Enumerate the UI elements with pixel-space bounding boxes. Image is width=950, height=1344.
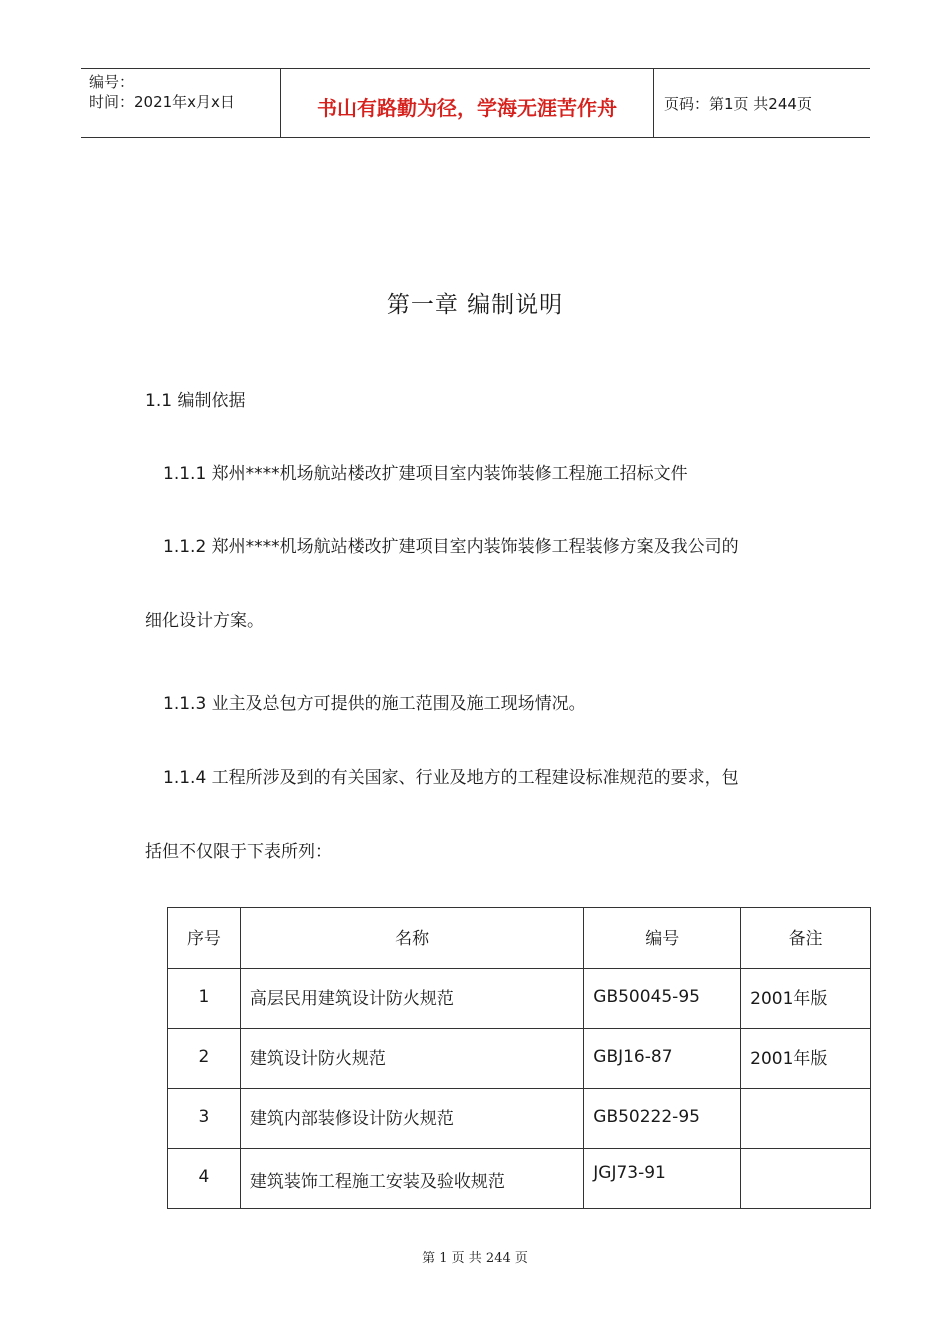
cell-code: GB50222-95 <box>584 1089 741 1149</box>
cell-seq: 2 <box>168 1029 241 1089</box>
item-1-1-2-line1: 1.1.2 郑州****机场航站楼改扩建项目室内装饰装修工程装修方案及我公司的 <box>163 537 739 557</box>
cell-code: GBJ16-87 <box>584 1029 741 1089</box>
header-note: 备注 <box>741 908 871 969</box>
cell-code: GB50045-95 <box>584 969 741 1029</box>
chapter-title: 第一章 编制说明 <box>386 292 564 318</box>
cell-name: 高层民用建筑设计防火规范 <box>240 969 583 1029</box>
cell-name: 建筑装饰工程施工安装及验收规范 <box>240 1149 583 1209</box>
table-header-row <box>168 908 871 969</box>
cell-seq: 3 <box>168 1089 241 1149</box>
page-footer: 第 1 页 共 244 页 <box>422 1251 528 1266</box>
document-header <box>81 68 870 138</box>
header-name: 名称 <box>240 908 583 969</box>
item-1-1-2-line2: 细化设计方案。 <box>145 611 264 631</box>
cell-seq: 1 <box>168 969 241 1029</box>
header-page-info: 页码：第1页 共244页 <box>664 94 812 113</box>
cell-name: 建筑设计防火规范 <box>240 1029 583 1089</box>
table-row <box>168 1089 871 1149</box>
item-1-1-1: 1.1.1 郑州****机场航站楼改扩建项目室内装饰装修工程施工招标文件 <box>163 464 688 484</box>
header-motto: 书山有路勤为径，学海无涯苦作舟 <box>281 69 654 137</box>
section-title: 1.1 编制依据 <box>145 391 246 411</box>
cell-seq: 4 <box>168 1149 241 1209</box>
table-row <box>168 1149 871 1209</box>
cell-note: 2001年版 <box>741 1029 871 1089</box>
header-seq: 序号 <box>168 908 241 969</box>
cell-note: 2001年版 <box>741 969 871 1029</box>
standards-table <box>167 907 871 1209</box>
doc-number-label: 编号： <box>89 73 135 91</box>
cell-note <box>741 1089 871 1149</box>
table-row <box>168 969 871 1029</box>
item-1-1-3: 1.1.3 业主及总包方可提供的施工范围及施工现场情况。 <box>163 694 586 714</box>
cell-code: JGJ73-91 <box>584 1149 741 1209</box>
table-row <box>168 1029 871 1089</box>
cell-name: 建筑内部装修设计防火规范 <box>240 1089 583 1149</box>
header-code: 编号 <box>584 908 741 969</box>
item-1-1-4-line1: 1.1.4 工程所涉及到的有关国家、行业及地方的工程建设标准规范的要求，包 <box>163 768 739 788</box>
item-1-1-4-line2: 括但不仅限于下表所列： <box>145 842 332 862</box>
doc-time-label: 时间：2021年x月x日 <box>89 93 235 111</box>
header-meta <box>81 69 281 137</box>
cell-note <box>741 1149 871 1209</box>
